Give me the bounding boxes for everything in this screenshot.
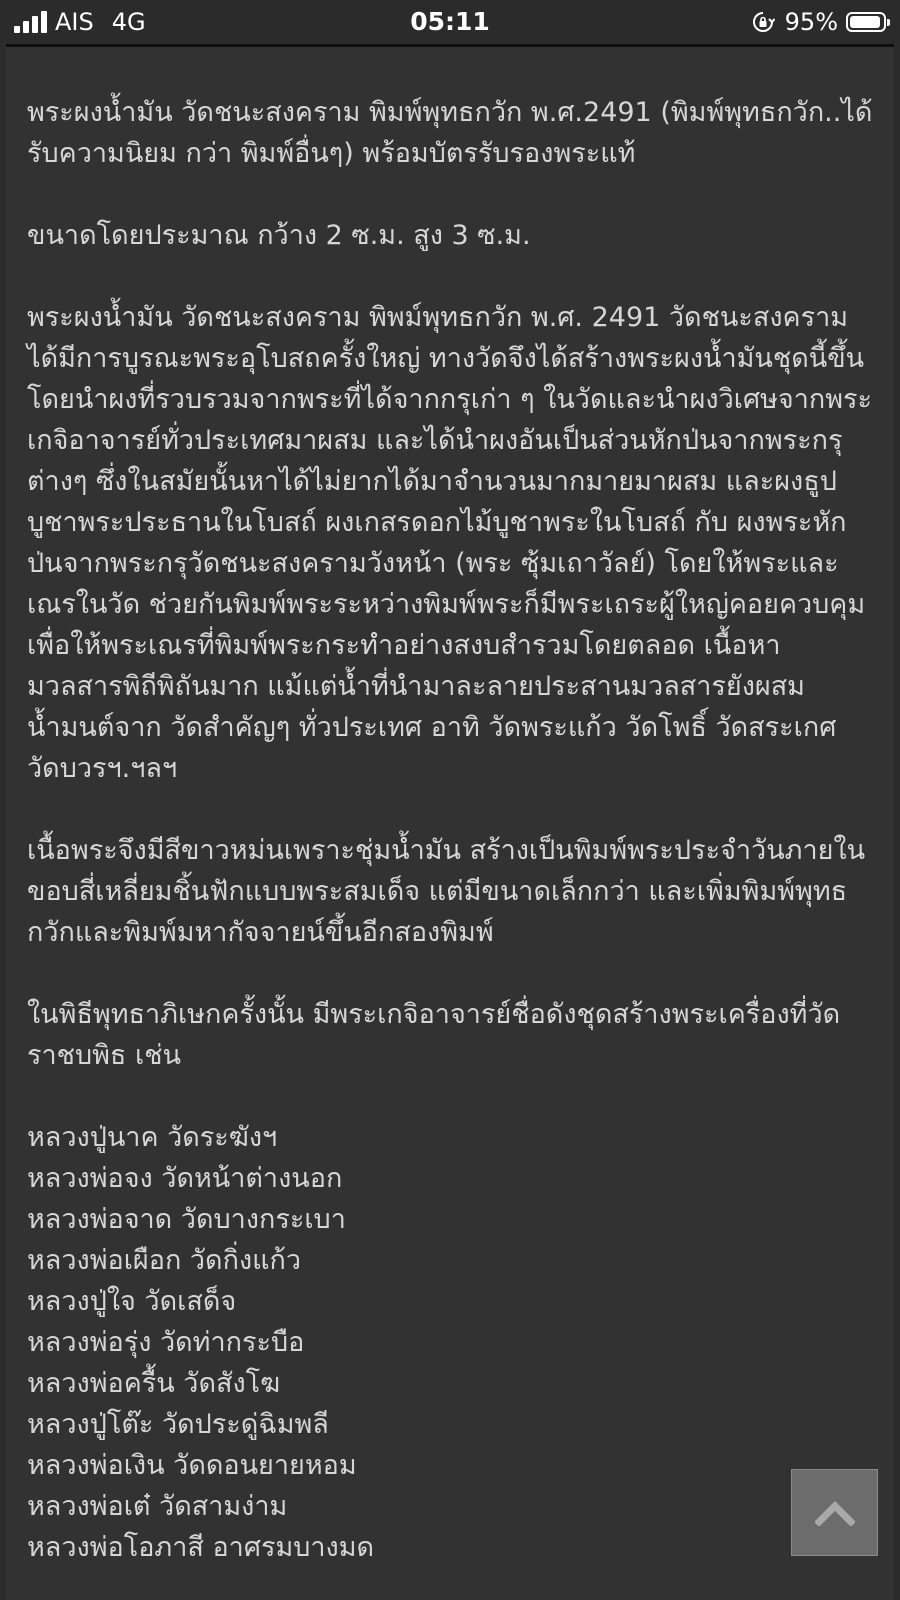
list-item: หลวงพ่อโอภาสี อาศรมบางมด	[27, 1532, 375, 1563]
post-paragraph-title: พระผงน้ำมัน วัดชนะสงคราม พิมพ์พุทธกวัก พ.ศ.2491 (พิมพ์พุทธกวัก..ได้รับความนิยม กว่า พิมพ์อื่นๆ) พร้อมบัตรรับรองพระแท้	[27, 97, 873, 169]
post-paragraph-material: เนื้อพระจึงมีสีขาวหม่นเพราะชุ่มน้ำมัน สร้างเป็นพิมพ์พระประจำวันภายในขอบสี่เหลี่ยมชิ้นฟักแบบพระสมเด็จ แต่มีขนาดเล็กกว่า และเพิ่มพิมพ์พุทธกวักและพิมพ์มหากัจจายน์ขึ้นอีกสองพิมพ์	[27, 835, 866, 948]
battery-fill	[850, 16, 880, 28]
list-item: หลวงพ่อรุ่ง วัดท่ากระบือ	[27, 1327, 305, 1358]
post-paragraph-ceremony: ในพิธีพุทธาภิเษกครั้งนั้น มีพระเกจิอาจารย์ชื่อดังชุดสร้างพระเครื่องที่วัดราชบพิธ เช่น	[27, 999, 841, 1071]
list-item: หลวงพ่อจง วัดหน้าต่างนอก	[27, 1163, 343, 1194]
status-bar	[0, 0, 900, 44]
clock-time: 05:11	[410, 7, 490, 36]
chevron-up-icon	[815, 1500, 855, 1526]
scroll-to-top-button[interactable]	[791, 1469, 878, 1556]
orientation-lock-icon	[751, 10, 775, 34]
post-paragraph-size: ขนาดโดยประมาณ กว้าง 2 ซ.ม. สูง 3 ซ.ม.	[27, 220, 531, 251]
list-item: หลวงปู่โต๊ะ วัดประดู่ฉิมพลี	[27, 1409, 329, 1440]
status-right	[751, 8, 886, 36]
list-item: หลวงพ่อครื้น วัดสังโฆ	[27, 1368, 281, 1399]
network-type: 4G	[111, 8, 146, 36]
list-item: หลวงพ่อเต๋ วัดสามง่าม	[27, 1491, 288, 1522]
list-item: หลวงปู่นาค วัดระฆังฯ	[27, 1122, 278, 1153]
list-item: หลวงพ่อจาด วัดบางกระเบา	[27, 1204, 346, 1235]
battery-cap	[887, 19, 890, 26]
list-item: หลวงพ่อเผือก วัดกิ่งแก้ว	[27, 1245, 302, 1276]
carrier-name: AIS	[55, 8, 94, 36]
battery-icon	[846, 12, 886, 32]
monk-list	[27, 1117, 874, 1568]
battery-percentage: 95%	[784, 8, 838, 36]
post-body	[6, 47, 894, 1568]
content-panel	[6, 44, 894, 1600]
list-item: หลวงปู่ใจ วัดเสด็จ	[27, 1286, 237, 1317]
list-item: หลวงพ่อเงิน วัดดอนยายหอม	[27, 1450, 357, 1481]
post-paragraph-history: พระผงน้ำมัน วัดชนะสงคราม พิพม์พุทธกวัก พ.ศ. 2491 วัดชนะสงคราม ได้มีการบูรณะพระอุโบสถครั้งใหญ่ ทางวัดจึงได้สร้างพระผงน้ำมันชุดนี้ขึ้น โดยนำผงที่รวบรวมจากพระที่ได้จากกรุเก่า ๆ ในวัดและนำผงวิเศษจากพระเกจิอาจารย์ทั่วประเทศมาผสม และได้นำผงอันเป็นส่วนหักป่นจากพระกรุต่างๆ ซึ่งในสมัยนั้นหาได้ไม่ยากได้มาจำนวนมากมายมาผสม และผงธูปบูชาพระประธานในโบสถ์ ผงเกสรดอกไม้บูชาพระในโบสถ์ กับ ผงพระหักป่นจากพระกรุวัดชนะสงครามวังหน้า (พระ ซุ้มเถาวัลย์) โดยให้พระและเณรในวัด ช่วยกันพิมพ์พระระหว่างพิมพ์พระก็มีพระเถระผู้ใหญ่คอยควบคุมเพื่อให้พระเณรที่พิมพ์พระกระทำอย่างสงบสำรวมโดยตลอด เนื้อหามวลสารพิถีพิถันมาก แม้แต่น้ำที่นำมาละลายประสานมวลสารยังผสมน้ำมนต์จาก วัดสำคัญๆ ทั่วประเทศ อาทิ วัดพระแก้ว วัดโพธิ์ วัดสระเกศ วัดบวรฯ.ฯลฯ	[27, 302, 873, 784]
